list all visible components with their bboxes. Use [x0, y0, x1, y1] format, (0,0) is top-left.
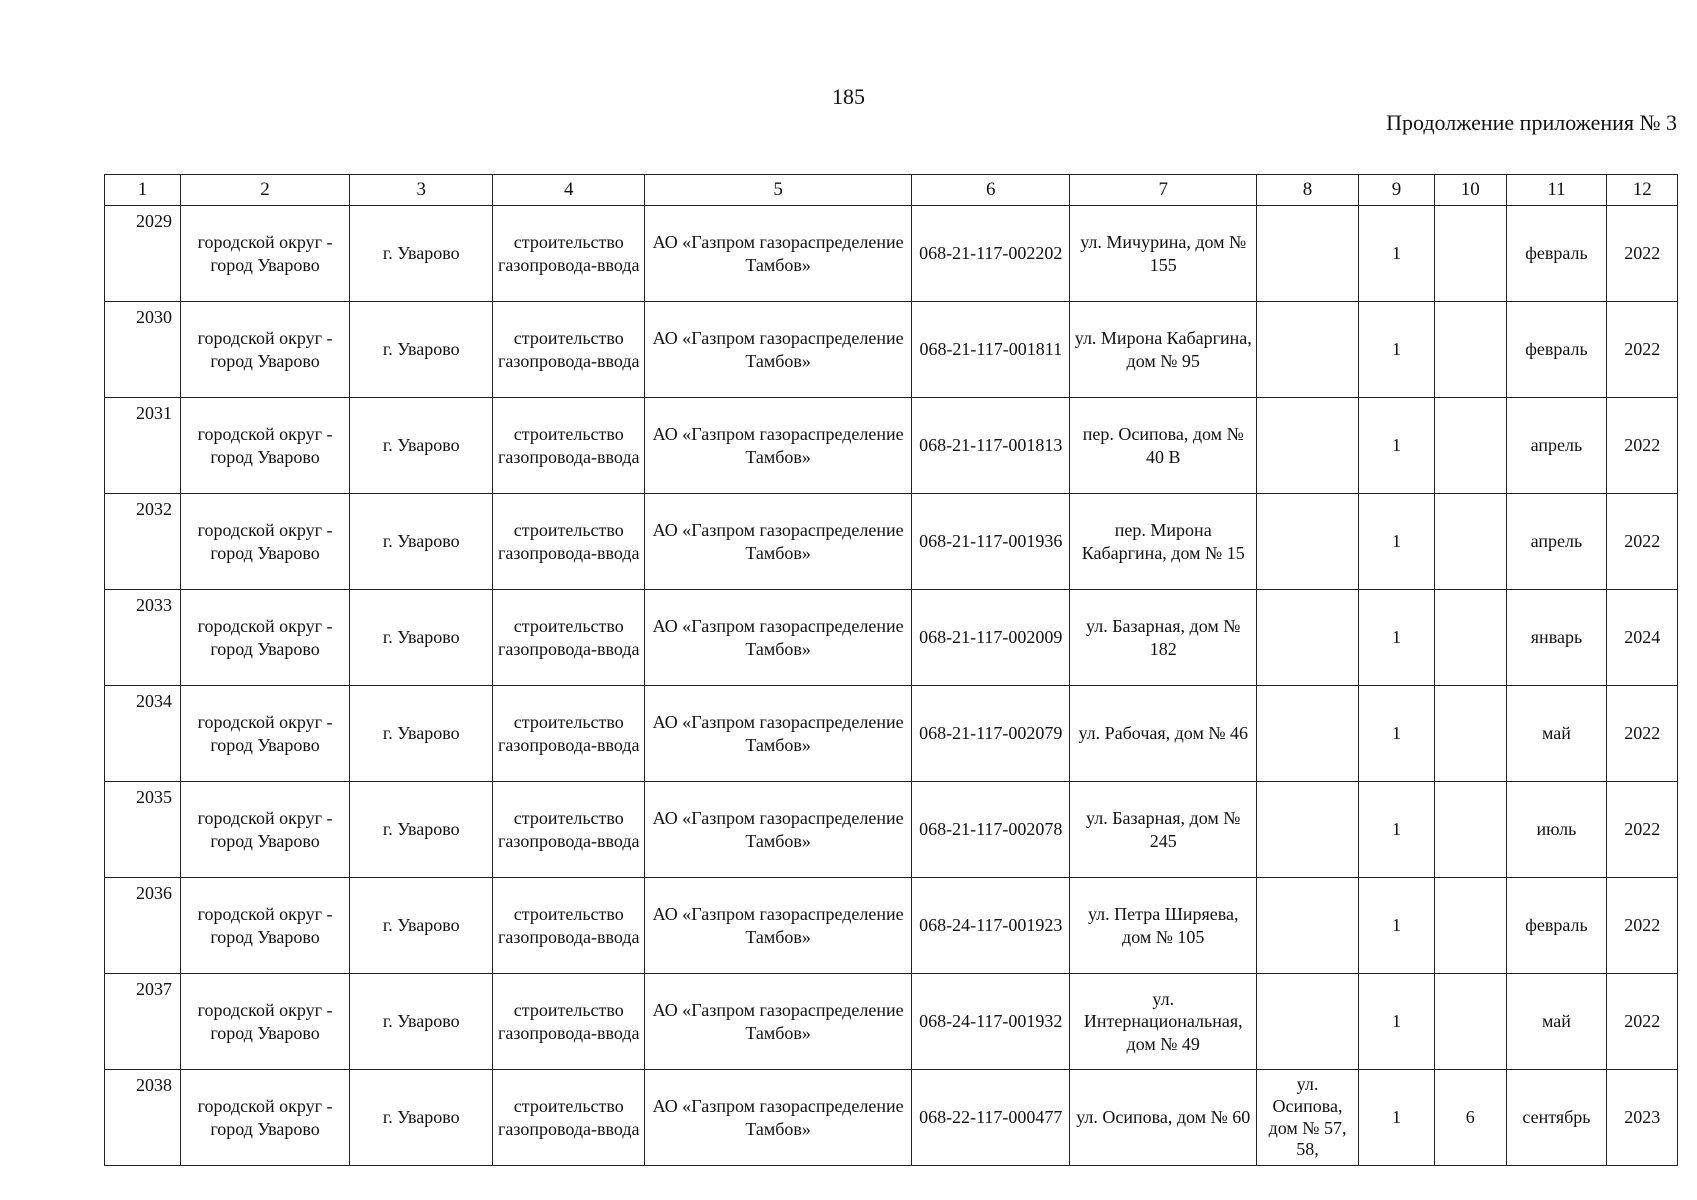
extra-address-cell: [1257, 686, 1359, 782]
column-header: 3: [350, 175, 493, 206]
work-type-cell: строительство газопровода-ввода: [493, 206, 645, 302]
column-header: 4: [493, 175, 645, 206]
year-cell: 2022: [1607, 782, 1678, 878]
extra-count-cell: [1434, 782, 1506, 878]
extra-address-cell: [1257, 302, 1359, 398]
column-header: 11: [1506, 175, 1607, 206]
settlement-cell: г. Уварово: [350, 1070, 493, 1166]
extra-address-cell: [1257, 782, 1359, 878]
work-type-cell: строительство газопровода-ввода: [493, 686, 645, 782]
code-cell: 068-21-117-001811: [912, 302, 1070, 398]
count-cell: 1: [1359, 1070, 1435, 1166]
settlement-cell: г. Уварово: [350, 878, 493, 974]
column-header: 9: [1359, 175, 1435, 206]
settlement-cell: г. Уварово: [350, 206, 493, 302]
address-cell: ул. Мичурина, дом № 155: [1070, 206, 1257, 302]
code-cell: 068-21-117-001813: [912, 398, 1070, 494]
year-cell: 2022: [1607, 302, 1678, 398]
column-header: 6: [912, 175, 1070, 206]
table-row: [105, 206, 1678, 302]
extra-count-cell: [1434, 974, 1506, 1070]
address-cell: пер. Осипова, дом № 40 В: [1070, 398, 1257, 494]
organization-cell: АО «Газпром газораспределение Тамбов»: [645, 494, 912, 590]
code-cell: 068-24-117-001932: [912, 974, 1070, 1070]
extra-count-cell: [1434, 206, 1506, 302]
code-cell: 068-21-117-001936: [912, 494, 1070, 590]
organization-cell: АО «Газпром газораспределение Тамбов»: [645, 686, 912, 782]
organization-cell: АО «Газпром газораспределение Тамбов»: [645, 1070, 912, 1166]
month-cell: январь: [1506, 590, 1607, 686]
year-cell: 2023: [1607, 1070, 1678, 1166]
appendix-note: Продолжение приложения № 3: [1386, 110, 1677, 135]
organization-cell: АО «Газпром газораспределение Тамбов»: [645, 302, 912, 398]
header-row: [105, 175, 1678, 206]
column-header: 5: [645, 175, 912, 206]
extra-address-cell: ул. Осипова, дом № 57, 58,: [1257, 1070, 1359, 1166]
extra-count-cell: [1434, 878, 1506, 974]
code-cell: 068-21-117-002202: [912, 206, 1070, 302]
row-number: 2029: [105, 206, 181, 302]
row-number: 2036: [105, 878, 181, 974]
data-table: [104, 174, 1678, 1166]
count-cell: 1: [1359, 206, 1435, 302]
extra-address-cell: [1257, 974, 1359, 1070]
extra-count-cell: 6: [1434, 1070, 1506, 1166]
work-type-cell: строительство газопровода-ввода: [493, 494, 645, 590]
address-cell: ул. Интернациональная, дом № 49: [1070, 974, 1257, 1070]
year-cell: 2024: [1607, 590, 1678, 686]
address-cell: ул. Мирона Кабаргина, дом № 95: [1070, 302, 1257, 398]
row-number: 2038: [105, 1070, 181, 1166]
row-number: 2034: [105, 686, 181, 782]
table-row: [105, 686, 1678, 782]
table-row: [105, 494, 1678, 590]
count-cell: 1: [1359, 398, 1435, 494]
work-type-cell: строительство газопровода-ввода: [493, 302, 645, 398]
column-header: 10: [1434, 175, 1506, 206]
code-cell: 068-24-117-001923: [912, 878, 1070, 974]
year-cell: 2022: [1607, 494, 1678, 590]
work-type-cell: строительство газопровода-ввода: [493, 782, 645, 878]
address-cell: ул. Осипова, дом № 60: [1070, 1070, 1257, 1166]
municipality-cell: городской округ - город Уварово: [180, 206, 349, 302]
table-row: [105, 974, 1678, 1070]
organization-cell: АО «Газпром газораспределение Тамбов»: [645, 590, 912, 686]
column-header: 8: [1257, 175, 1359, 206]
count-cell: 1: [1359, 782, 1435, 878]
month-cell: май: [1506, 686, 1607, 782]
work-type-cell: строительство газопровода-ввода: [493, 398, 645, 494]
code-cell: 068-21-117-002078: [912, 782, 1070, 878]
column-header: 12: [1607, 175, 1678, 206]
row-number: 2030: [105, 302, 181, 398]
address-cell: ул. Базарная, дом № 245: [1070, 782, 1257, 878]
work-type-cell: строительство газопровода-ввода: [493, 590, 645, 686]
month-cell: июль: [1506, 782, 1607, 878]
extra-address-cell: [1257, 494, 1359, 590]
extra-count-cell: [1434, 686, 1506, 782]
year-cell: 2022: [1607, 974, 1678, 1070]
work-type-cell: строительство газопровода-ввода: [493, 974, 645, 1070]
month-cell: апрель: [1506, 494, 1607, 590]
row-number: 2035: [105, 782, 181, 878]
address-cell: ул. Рабочая, дом № 46: [1070, 686, 1257, 782]
column-header: 7: [1070, 175, 1257, 206]
work-type-cell: строительство газопровода-ввода: [493, 1070, 645, 1166]
settlement-cell: г. Уварово: [350, 782, 493, 878]
municipality-cell: городской округ - город Уварово: [180, 878, 349, 974]
table-row: [105, 398, 1678, 494]
settlement-cell: г. Уварово: [350, 494, 493, 590]
count-cell: 1: [1359, 878, 1435, 974]
extra-count-cell: [1434, 590, 1506, 686]
municipality-cell: городской округ - город Уварово: [180, 494, 349, 590]
settlement-cell: г. Уварово: [350, 974, 493, 1070]
address-cell: ул. Базарная, дом № 182: [1070, 590, 1257, 686]
settlement-cell: г. Уварово: [350, 398, 493, 494]
work-type-cell: строительство газопровода-ввода: [493, 878, 645, 974]
page-number: 185: [832, 84, 865, 109]
code-cell: 068-21-117-002009: [912, 590, 1070, 686]
municipality-cell: городской округ - город Уварово: [180, 686, 349, 782]
organization-cell: АО «Газпром газораспределение Тамбов»: [645, 398, 912, 494]
address-cell: ул. Петра Ширяева, дом № 105: [1070, 878, 1257, 974]
count-cell: 1: [1359, 494, 1435, 590]
row-number: 2031: [105, 398, 181, 494]
organization-cell: АО «Газпром газораспределение Тамбов»: [645, 878, 912, 974]
extra-address-cell: [1257, 398, 1359, 494]
municipality-cell: городской округ - город Уварово: [180, 1070, 349, 1166]
table-row: [105, 590, 1678, 686]
organization-cell: АО «Газпром газораспределение Тамбов»: [645, 782, 912, 878]
year-cell: 2022: [1607, 206, 1678, 302]
count-cell: 1: [1359, 302, 1435, 398]
settlement-cell: г. Уварово: [350, 302, 493, 398]
count-cell: 1: [1359, 686, 1435, 782]
municipality-cell: городской округ - город Уварово: [180, 302, 349, 398]
table-row: [105, 302, 1678, 398]
count-cell: 1: [1359, 590, 1435, 686]
extra-count-cell: [1434, 302, 1506, 398]
column-header: 1: [105, 175, 181, 206]
row-number: 2037: [105, 974, 181, 1070]
table-row: [105, 1070, 1678, 1166]
month-cell: май: [1506, 974, 1607, 1070]
row-number: 2032: [105, 494, 181, 590]
extra-count-cell: [1434, 494, 1506, 590]
column-header: 2: [180, 175, 349, 206]
month-cell: февраль: [1506, 206, 1607, 302]
organization-cell: АО «Газпром газораспределение Тамбов»: [645, 206, 912, 302]
month-cell: февраль: [1506, 302, 1607, 398]
municipality-cell: городской округ - город Уварово: [180, 782, 349, 878]
address-cell: пер. Мирона Кабаргина, дом № 15: [1070, 494, 1257, 590]
year-cell: 2022: [1607, 398, 1678, 494]
extra-count-cell: [1434, 398, 1506, 494]
extra-address-cell: [1257, 878, 1359, 974]
settlement-cell: г. Уварово: [350, 686, 493, 782]
year-cell: 2022: [1607, 686, 1678, 782]
month-cell: сентябрь: [1506, 1070, 1607, 1166]
municipality-cell: городской округ - город Уварово: [180, 590, 349, 686]
municipality-cell: городской округ - город Уварово: [180, 974, 349, 1070]
settlement-cell: г. Уварово: [350, 590, 493, 686]
municipality-cell: городской округ - город Уварово: [180, 398, 349, 494]
extra-address-cell: [1257, 206, 1359, 302]
row-number: 2033: [105, 590, 181, 686]
table-row: [105, 878, 1678, 974]
month-cell: апрель: [1506, 398, 1607, 494]
extra-address-cell: [1257, 590, 1359, 686]
month-cell: февраль: [1506, 878, 1607, 974]
organization-cell: АО «Газпром газораспределение Тамбов»: [645, 974, 912, 1070]
table-row: [105, 782, 1678, 878]
code-cell: 068-22-117-000477: [912, 1070, 1070, 1166]
year-cell: 2022: [1607, 878, 1678, 974]
count-cell: 1: [1359, 974, 1435, 1070]
code-cell: 068-21-117-002079: [912, 686, 1070, 782]
